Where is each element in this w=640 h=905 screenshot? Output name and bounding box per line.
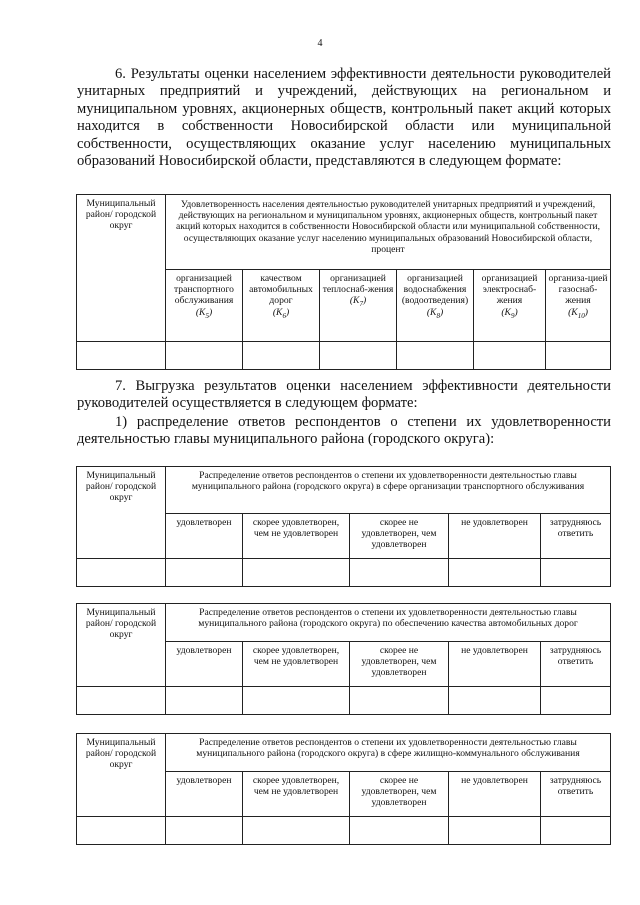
- column-code: (K: [272, 306, 283, 318]
- municipality-header: Муниципальный район/ городской округ: [77, 195, 166, 342]
- column-code-index: 9: [510, 311, 515, 320]
- empty-cell: [77, 559, 166, 587]
- column-label: организацией водоснабжения (водоотведения): [401, 273, 469, 307]
- empty-cell: [77, 817, 166, 845]
- answer-header: затрудняюсь ответить: [541, 642, 611, 687]
- empty-cell: [449, 687, 541, 715]
- empty-cell: [243, 687, 350, 715]
- column-header: [546, 270, 611, 342]
- column-code-index: 5: [205, 311, 209, 320]
- section-7-paragraph: [77, 378, 611, 413]
- empty-cell: [166, 342, 243, 370]
- answer-header: скорее не удовлетворен, чем удовлетворен: [350, 642, 449, 687]
- table-caption: Распределение ответов респондентов о степени их удовлетворенности деятельностью главы муниципального района (городского округа) в сфере организации транспортного обслуживания: [166, 467, 611, 514]
- table-caption: Распределение ответов респондентов о степени их удовлетворенности деятельностью главы муниципального района (городского округа) в сфере жилищно-коммунального обслуживания: [166, 734, 611, 772]
- empty-cell: [350, 559, 449, 587]
- empty-cell: [449, 817, 541, 845]
- distribution-table-housing: [76, 733, 611, 845]
- column-code-close: ): [285, 306, 290, 318]
- column-code-close: ): [362, 295, 367, 307]
- column-header: [166, 270, 243, 342]
- answer-header: удовлетворен: [166, 772, 243, 817]
- empty-cell: [166, 559, 243, 587]
- empty-cell: [166, 817, 243, 845]
- empty-cell: [541, 559, 611, 587]
- section-6-paragraph: [77, 66, 611, 170]
- answer-header: скорее удовлетворен, чем не удовлетворен: [243, 642, 350, 687]
- distribution-table-transport: [76, 466, 611, 587]
- answer-header: удовлетворен: [166, 642, 243, 687]
- municipality-header: Муниципальный район/ городской округ: [77, 734, 166, 817]
- column-code-index: 10: [577, 311, 585, 320]
- answer-header: затрудняюсь ответить: [541, 514, 611, 559]
- section-7-item-1-text: 1) распределение ответов респондентов о степени их удовлетворенности деятельностью главы муниципального района (городского округа):: [77, 414, 611, 448]
- empty-cell: [546, 342, 611, 370]
- column-code-close: ): [514, 306, 518, 318]
- column-code: (K: [501, 306, 511, 318]
- empty-cell: [243, 559, 350, 587]
- empty-cell: [541, 687, 611, 715]
- column-code-index: 8: [436, 311, 440, 320]
- column-header: [397, 270, 474, 342]
- table-caption: Распределение ответов респондентов о степени их удовлетворенности деятельностью главы муниципального района (городского округа) по обеспечению качества автомобильных дорог: [166, 604, 611, 642]
- answer-header: не удовлетворен: [449, 514, 541, 559]
- empty-cell: [397, 342, 474, 370]
- column-label: организацией теплоснаб-жения: [322, 273, 394, 296]
- column-code-close: ): [439, 306, 444, 318]
- column-header: [474, 270, 546, 342]
- answer-header: скорее удовлетворен, чем не удовлетворен: [243, 514, 350, 559]
- empty-cell: [77, 687, 166, 715]
- column-code-close: ): [208, 306, 213, 318]
- empty-cell: [320, 342, 397, 370]
- empty-cell: [243, 342, 320, 370]
- column-code-index: 6: [282, 311, 286, 320]
- column-code: (K: [195, 306, 206, 318]
- column-label: организацией транспортного обслуживания: [174, 273, 234, 307]
- distribution-table-roads: [76, 603, 611, 715]
- empty-cell: [350, 687, 449, 715]
- empty-cell: [474, 342, 546, 370]
- section-7-item-1: [77, 414, 611, 449]
- empty-cell: [77, 342, 166, 370]
- satisfaction-table: [76, 194, 611, 370]
- column-code-close: ): [584, 306, 588, 318]
- answer-header: скорее удовлетворен, чем не удовлетворен: [243, 772, 350, 817]
- answer-header: скорее не удовлетворен, чем удовлетворен: [350, 772, 449, 817]
- empty-cell: [350, 817, 449, 845]
- column-code: (K: [426, 306, 437, 318]
- column-code: (K: [349, 295, 360, 307]
- municipality-header: Муниципальный район/ городской округ: [77, 467, 166, 559]
- answer-header: затрудняюсь ответить: [541, 772, 611, 817]
- column-header: [243, 270, 320, 342]
- empty-cell: [166, 687, 243, 715]
- answer-header: не удовлетворен: [449, 642, 541, 687]
- section-6-text: 6. Результаты оценки населением эффективности деятельности руководителей унитарных предприятий и учреждений, действующих на региональном и муниципальном уровнях, акционерных обществ, контрольный пакет акций которых находится в собственности Новосибирской области или муниципальной собственности, осуществляющих оказание услуг населению муниципальных образований Новосибирской области, представляются в следующем формате:: [77, 66, 611, 170]
- column-code: (K: [568, 306, 578, 318]
- empty-cell: [449, 559, 541, 587]
- answer-header: скорее не удовлетворен, чем удовлетворен: [350, 514, 449, 559]
- page-number: 4: [317, 38, 323, 49]
- empty-cell: [541, 817, 611, 845]
- section-7-text: 7. Выгрузка результатов оценки населением эффективности деятельности руководителей осуществляется в следующем формате:: [77, 378, 611, 412]
- answer-header: удовлетворен: [166, 514, 243, 559]
- column-header: [320, 270, 397, 342]
- column-label: организа-цией газоснаб-жения: [548, 273, 608, 307]
- empty-cell: [243, 817, 350, 845]
- table-caption: Удовлетворенность населения деятельностью руководителей унитарных предприятий и учреждений, действующих на региональном и муниципальном уровнях, акционерных обществ, контрольный пакет акций которых находится в собственности Новосибирской области или муниципальной собственности, осуществляющих оказание услуг населению муниципальных образований Новосибирской области, процент: [166, 195, 611, 270]
- column-label: качеством автомобильных дорог: [249, 273, 313, 307]
- municipality-header: Муниципальный район/ городской округ: [77, 604, 166, 687]
- column-code-index: 7: [359, 300, 363, 309]
- answer-header: не удовлетворен: [449, 772, 541, 817]
- column-label: организацией электроснаб-жения: [481, 273, 538, 307]
